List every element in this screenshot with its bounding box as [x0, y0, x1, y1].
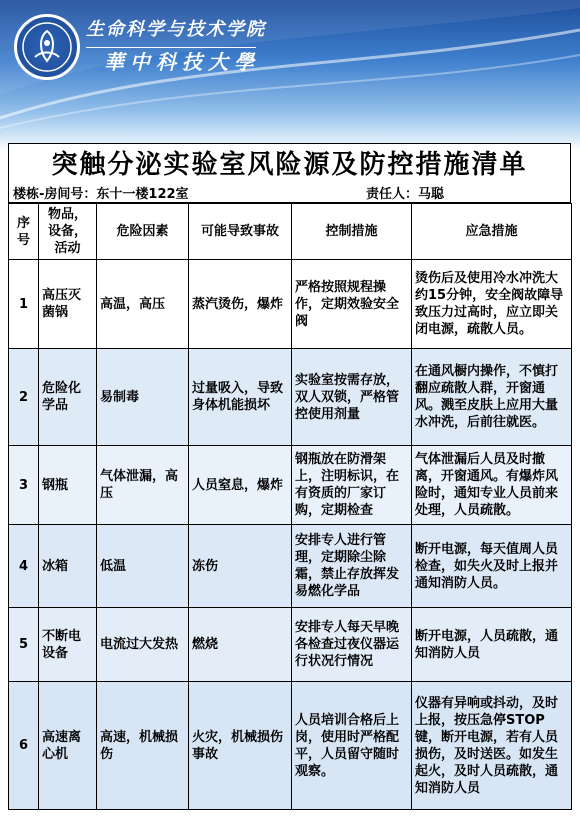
- cell-accident: 燃烧: [189, 608, 292, 682]
- col-header-control: 控制措施: [292, 204, 412, 260]
- cell-control: 安排专人进行管理，定期除尘除霜，禁止存放挥发易燃化学品: [292, 525, 412, 608]
- cell-no: 6: [9, 682, 39, 810]
- cell-control: 钢瓶放在防滑架上，注明标识，在有资质的厂家订购，定期检查: [292, 446, 412, 525]
- header-banner: [0, 0, 580, 140]
- table-row: [9, 525, 572, 608]
- info-bar: [8, 181, 571, 203]
- cell-emergency: 烫伤后及使用冷水冲洗大约15分钟，安全阀故障导致压力过高时，应立即关闭电源，疏散人员。: [412, 260, 572, 349]
- col-header-hazard: 危险因素: [97, 204, 189, 260]
- university-name: 華中科技大學: [104, 50, 260, 74]
- cell-control: 严格按照规程操作，定期效验安全阀: [292, 260, 412, 349]
- cell-hazard: 易制毒: [97, 349, 189, 446]
- cell-item: 危险化学品: [39, 349, 97, 446]
- cell-emergency: 断开电源，每天值周人员检查，如失火及时上报并通知消防人员。: [412, 525, 572, 608]
- risk-table: [8, 203, 572, 810]
- col-header-item: 物品，设备，活动: [39, 204, 97, 260]
- table-row: [9, 446, 572, 525]
- cell-hazard: 电流过大发热: [97, 608, 189, 682]
- cell-control: 人员培训合格后上岗，使用时严格配平，人员留守随时观察。: [292, 682, 412, 810]
- cell-emergency: 断开电源，人员疏散，通知消防人员: [412, 608, 572, 682]
- cell-accident: 人员窒息，爆炸: [189, 446, 292, 525]
- cell-item: 高速离心机: [39, 682, 97, 810]
- cell-no: 1: [9, 260, 39, 349]
- table-row: [9, 608, 572, 682]
- cell-item: 钢瓶: [39, 446, 97, 525]
- col-header-emergency: 应急措施: [412, 204, 572, 260]
- cell-no: 5: [9, 608, 39, 682]
- cell-no: 3: [9, 446, 39, 525]
- cell-accident: 火灾，机械损伤事故: [189, 682, 292, 810]
- header-divider-line: [86, 47, 256, 48]
- responsible-label: 责任人：马聪: [366, 187, 445, 202]
- cell-emergency: 仪器有异响或抖动，及时上报，按压急停STOP键，断开电源，若有人员损伤，及时送医。如发生起火，及时人员疏散，通知消防人员: [412, 682, 572, 810]
- university-seal-icon: [14, 14, 80, 80]
- table-row: [9, 260, 572, 349]
- cell-accident: 冻伤: [189, 525, 292, 608]
- document-title: 突触分泌实验室风险源及防控措施清单: [8, 143, 571, 182]
- cell-emergency: 在通风橱内操作，不慎打翻应疏散人群，开窗通风。溅至皮肤上应用大量水冲洗，后前往就医。: [412, 349, 572, 446]
- table-row: [9, 349, 572, 446]
- table-header-row: [9, 204, 572, 260]
- cell-item: 冰箱: [39, 525, 97, 608]
- col-header-accident: 可能导致事故: [189, 204, 292, 260]
- cell-item: 不断电设备: [39, 608, 97, 682]
- cell-hazard: 高速，机械损伤: [97, 682, 189, 810]
- cell-hazard: 低温: [97, 525, 189, 608]
- cell-accident: 过量吸入，导致身体机能损坏: [189, 349, 292, 446]
- cell-item: 高压灭菌锅: [39, 260, 97, 349]
- cell-no: 2: [9, 349, 39, 446]
- cell-accident: 蒸汽烫伤，爆炸: [189, 260, 292, 349]
- cell-hazard: 气体泄漏，高压: [97, 446, 189, 525]
- college-name: 生命科学与技术学院: [86, 19, 266, 40]
- room-label: 楼栋-房间号：东十一楼122室: [13, 187, 189, 202]
- cell-control: 安排专人每天早晚各检查过夜仪器运行状况行情况: [292, 608, 412, 682]
- cell-no: 4: [9, 525, 39, 608]
- col-header-no: 序号: [9, 204, 39, 260]
- table-row: [9, 682, 572, 810]
- cell-emergency: 气体泄漏后人员及时撤离，开窗通风。有爆炸风险时，通知专业人员前来处理，人员疏散。: [412, 446, 572, 525]
- cell-hazard: 高温，高压: [97, 260, 189, 349]
- cell-control: 实验室按需存放，双人双锁，严格管控使用剂量: [292, 349, 412, 446]
